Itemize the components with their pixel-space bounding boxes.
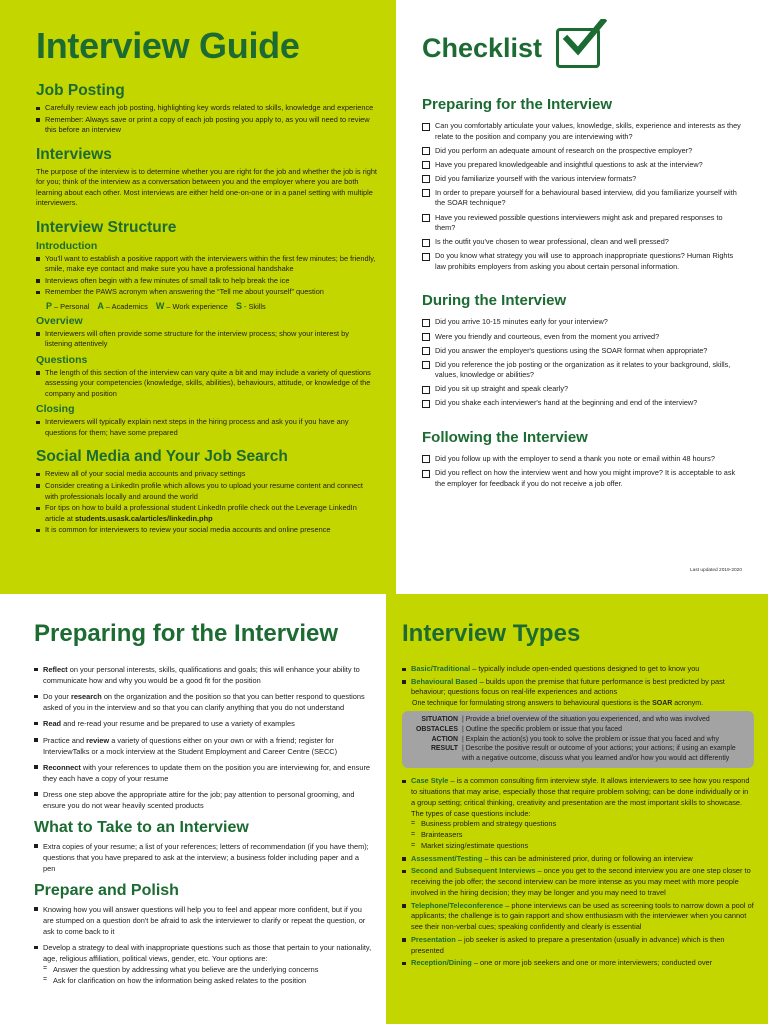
- list-item: [34, 762, 372, 784]
- type-text: – is a common consulting firm interview style. It allows interviewers to see how you respond to situations that may arise, especially those that require problem solving; can be done individually or in a group setting; critical thinking, creativity and presentation are the most important skills to showcase. The types of case questions include:: [411, 776, 750, 818]
- job-posting-heading: Job Posting: [36, 82, 125, 99]
- checklist-item[interactable]: Did you shake each interviewer's hand at the beginning and end of the interview?: [422, 398, 742, 409]
- list-item: Interviewers will typically explain next steps in the hiring process and ask you if you have any questions for them; have some prepared: [36, 417, 378, 438]
- type-text: – typically include open-ended questions designed to get to know you: [470, 664, 700, 673]
- type-label: Basic/Traditional: [411, 664, 471, 673]
- preparing-panel: [0, 594, 386, 1024]
- soar-key: ACTION: [431, 735, 458, 743]
- soar-row: [408, 735, 748, 745]
- list-item: [34, 942, 372, 986]
- checklist-title: Checklist: [422, 32, 543, 63]
- note-text: One technique for formulating strong answers to behavioural questions is the: [412, 700, 653, 708]
- overview-list: [36, 329, 378, 350]
- soar-value: | Outline the specific problem or issue that you faced: [462, 725, 622, 733]
- paws-word: – Academics: [105, 301, 148, 311]
- type-label: Telephone/Teleconference: [411, 900, 504, 910]
- guide-title: Interview Guide: [36, 25, 300, 66]
- job-posting-list: [36, 103, 378, 136]
- soar-word: SOAR: [652, 700, 673, 708]
- list-item: Carefully review each job posting, highlighting key words related to skills, knowledge and experience: [36, 103, 378, 114]
- prepare-polish-heading: Prepare and Polish: [34, 882, 179, 900]
- list-item: Remember: Always save or print a copy of each job posting you apply to, as you will need to review this before an interview: [36, 115, 378, 136]
- paws-letter: W: [155, 300, 165, 311]
- checklist-item[interactable]: Were you friendly and courteous, even from the moment you arrived?: [422, 332, 742, 343]
- preparing-title: Preparing for the Interview: [34, 620, 339, 647]
- list-item: The length of this section of the interview can vary quite a bit and may include a variety of questions assessing your competencies (knowledge, skills, abilities), behaviours, attitude, or knowledge of the company and position: [36, 368, 378, 400]
- checklist-panel: [396, 0, 768, 594]
- questions-list: [36, 368, 378, 400]
- list-item: Extra copies of your resume; a list of your references; letters of recommendation (if you have them); questions that you have prepared to ask at the interview; a business folder including paper and a pen: [34, 841, 372, 874]
- case-types-list: [411, 819, 754, 851]
- list-item: = Market sizing/estimate questions: [411, 841, 754, 852]
- checklist-preparing-list: [422, 121, 742, 272]
- soar-row: [408, 715, 748, 725]
- checklist-item[interactable]: Can you comfortably articulate your values, knowledge, skills, experience and interests as they relate to the position and company you are interviewing with?: [422, 121, 742, 142]
- list-item: Dress one step above the appropriate attire for the job; pay attention to personal grooming, and ensure you do not wear heavily scented products: [34, 789, 372, 811]
- list-item: = Answer the question by addressing what you believe are the underlying concerns: [43, 964, 372, 975]
- type-label: Case Style: [411, 776, 449, 786]
- paws-acronym: [46, 301, 378, 311]
- checklist-item[interactable]: Did you familiarize yourself with the various interview formats?: [422, 174, 742, 185]
- type-text: – job seeker is asked to prepare a presentation (usually in advance) which is then presented: [411, 934, 725, 955]
- keyword: Reconnect: [43, 762, 81, 772]
- interviews-text: The purpose of the interview is to determine whether you are right for the job and whether the job is right for you; think of the interview as a conversation between you and the employer where you are both learning about each other. Most interviews are either held one-on-one or in a panel setting with multiple interviewers.: [36, 166, 377, 208]
- list-item: [402, 866, 754, 898]
- list-item: = Brainteasers: [411, 830, 754, 841]
- linkedin-article-link[interactable]: students.usask.ca/articles/linkedin.php: [75, 513, 213, 523]
- closing-heading: Closing: [36, 403, 75, 416]
- type-label: Assessment/Testing: [411, 853, 483, 863]
- introduction-list: [36, 254, 378, 298]
- note-text: acronym.: [672, 700, 704, 708]
- item-text: on your personal interests, skills, qualifications and goals; this will enhance your ability to communicate how and why you would be a good fit for the position: [43, 665, 360, 686]
- item-text: and re-read your resume and be prepared to use a variety of examples: [61, 719, 295, 729]
- type-label: Presentation: [411, 934, 456, 944]
- options-list: [43, 964, 372, 986]
- list-item: [34, 664, 372, 686]
- checklist-item[interactable]: Do you know what strategy you will use to approach inappropriate questions? Human Rights law prohibits employers from asking you about certain personal information.: [422, 251, 742, 272]
- type-text: – once you get to the second interview you are one step closer to receiving the job offer; the second interview can be more intense as you may meet with more people involved in the hiring decision; they may be longer and you may need to travel: [411, 866, 751, 897]
- list-item: Review all of your social media accounts and privacy settings: [36, 469, 378, 480]
- checklist-during-list: [422, 317, 742, 409]
- preparing-list: [34, 664, 372, 811]
- list-item: Interviews often begin with a few minutes of small talk to help break the ice: [36, 276, 378, 287]
- keyword: Reflect: [43, 665, 68, 674]
- list-item: Knowing how you will answer questions will help you to feel and appear more confident, but if you are stumped on a question don't be afraid to ask the interviewer to clarify or repeat the question, or ask to come back to it: [34, 904, 372, 937]
- list-item: Consider creating a LinkedIn profile which allows you to upload your resume content and connect with professionals locally and around the world: [36, 481, 378, 502]
- paws-word: – Work experience: [166, 301, 228, 311]
- checklist-item[interactable]: Did you sit up straight and speak clearly?: [422, 384, 742, 395]
- type-text: – phone interviews can be used as screening tools to narrow down a pool of applicants; the challenge is to gain rapport and show enthusiasm with the interviewer when you cannot see their non-verbal cues; speaking confidently and clearly is essential: [411, 900, 754, 932]
- type-text: – one or more job seekers and one or more interviewers; conducted over: [471, 958, 713, 968]
- interview-types-panel: [386, 594, 768, 1024]
- checklist-item[interactable]: Did you perform an adequate amount of research on the prospective employer?: [422, 146, 742, 157]
- checklist-preparing-heading: Preparing for the Interview: [422, 96, 613, 113]
- structure-heading: Interview Structure: [36, 218, 177, 236]
- checklist-following-heading: Following the Interview: [422, 428, 588, 446]
- soar-key: SITUATION: [421, 716, 458, 724]
- types-list-2: [402, 776, 754, 968]
- item-text: on the organization and the position so that you can better respond to questions asked of you in the interview and so that you can clarify anything that you do not understand: [43, 692, 365, 713]
- checklist-header: [422, 28, 742, 68]
- list-item: You'll want to establish a positive rapport with the interviewers within the first few minutes; be friendly, smile, make eye contact and make sure you have a professional handshake: [36, 254, 378, 275]
- paws-word: - Skills: [243, 301, 266, 311]
- type-label: Reception/Dining: [411, 958, 472, 968]
- checkmark-box-icon: [556, 28, 600, 68]
- what-to-take-list: [34, 841, 372, 874]
- interviews-heading: Interviews: [36, 145, 112, 163]
- checklist-item[interactable]: Did you reference the job posting or the organization as it relates to your background, skills, values, knowledge or abilities?: [422, 360, 742, 381]
- soar-key: OBSTACLES: [416, 725, 458, 733]
- checklist-item[interactable]: Have you prepared knowledgeable and insightful questions to ask at the interview?: [422, 160, 742, 171]
- introduction-heading: Introduction: [36, 239, 98, 252]
- list-item: [402, 901, 754, 933]
- types-title: Interview Types: [402, 620, 581, 647]
- list-item: [402, 664, 754, 675]
- closing-list: [36, 417, 378, 438]
- list-item: [34, 691, 372, 713]
- list-item: [34, 718, 372, 729]
- soar-row: [408, 744, 748, 763]
- list-item: [402, 935, 754, 956]
- list-item: [402, 677, 754, 698]
- list-item: Remember the PAWS acronym when answering the “Tell me about yourself” question: [36, 287, 378, 298]
- list-item: Interviewers will often provide some structure for the interview process; show your interest by listening attentively: [36, 329, 378, 350]
- list-item: [36, 503, 378, 524]
- soar-box: [402, 711, 754, 768]
- keyword: research: [70, 692, 102, 702]
- type-text: – this can be administered prior, during or following an interview: [482, 853, 693, 863]
- type-text: – builds upon the premise that future performance is best predicted by past behaviour; questions focus on real-life experiences and actions: [411, 676, 725, 697]
- type-label: Second and Subsequent Interviews: [411, 866, 536, 876]
- checklist-item[interactable]: Did you arrive 10-15 minutes early for your interview?: [422, 317, 742, 328]
- soar-row: [408, 725, 748, 735]
- item-text: Do your: [43, 692, 71, 702]
- what-to-take-heading: What to Take to an Interview: [34, 819, 249, 837]
- questions-heading: Questions: [36, 353, 88, 366]
- checklist-item[interactable]: Did you follow up with the employer to send a thank you note or email within 48 hours?: [422, 454, 742, 465]
- prepare-polish-list: [34, 904, 372, 987]
- checklist-item[interactable]: In order to prepare yourself for a behavioural based interview, did you familiarize yourself with the SOAR technique?: [422, 188, 742, 209]
- paws-letter: S: [235, 300, 242, 311]
- item-text: a variety of questions either on your own or with a friend; register for InterviewTalks or a mock interview at the Student Employment and Career Centre (SECC): [43, 735, 338, 756]
- paws-letter: P: [46, 300, 53, 311]
- keyword: review: [86, 735, 110, 745]
- paws-letter: A: [97, 300, 104, 311]
- last-updated-note: Last updated 2019-2020: [689, 568, 742, 573]
- list-item: [402, 776, 754, 851]
- interview-guide-panel: [0, 0, 396, 594]
- checklist-item[interactable]: Did you reflect on how the interview went and how you might improve? It is acceptable to ask the employer for feedback if you do not receive a job offer.: [422, 468, 742, 489]
- linkedin-tip-text: For tips on how to build a professional student LinkedIn profile check out the Leverage LinkedIn article at: [45, 503, 357, 523]
- list-item: [34, 735, 372, 757]
- list-item: = Ask for clarification on how the information being asked relates to the position: [43, 975, 372, 986]
- list-item: It is common for interviewers to review your social media accounts and online presence: [36, 525, 378, 536]
- list-item: = Business problem and strategy questions: [411, 819, 754, 830]
- overview-heading: Overview: [36, 314, 83, 327]
- social-media-heading: Social Media and Your Job Search: [36, 448, 288, 466]
- checklist-item[interactable]: Have you reviewed possible questions interviewers might ask and prepared responses to them?: [422, 213, 742, 234]
- soar-value: | Explain the action(s) you took to solve the problem or issue that you faced and why: [462, 735, 719, 743]
- item-text: Practice and: [43, 735, 87, 745]
- paws-word: – Personal: [54, 301, 90, 311]
- list-item: [402, 958, 754, 969]
- type-label: Behavioural Based: [411, 676, 478, 686]
- soar-note: [412, 700, 754, 707]
- keyword: Read: [43, 719, 62, 729]
- soar-key: RESULT: [430, 745, 458, 753]
- checklist-item[interactable]: Did you answer the employer's questions using the SOAR format when appropriate?: [422, 346, 742, 357]
- social-media-list: [36, 469, 378, 535]
- list-item: [402, 854, 754, 865]
- soar-value: | Provide a brief overview of the situation you experienced, and who was involved: [462, 716, 710, 724]
- item-text: Develop a strategy to deal with inappropriate questions such as those that pertain to your nationality, age, religious affiliation, political views, gender, etc. Your options are:: [43, 943, 372, 964]
- checklist-during-heading: During the Interview: [422, 292, 567, 310]
- checklist-item[interactable]: Is the outfit you've chosen to wear professional, clean and well pressed?: [422, 237, 742, 248]
- item-text: with your references to update them on the position you are interviewing for, and ensure they each have a copy of your resume: [43, 762, 371, 783]
- checklist-following-list: [422, 454, 742, 489]
- soar-value: | Describe the positive result or outcome of your actions; your actions; if using an example with a negative outcome, discuss what you learned and/or how you would act differently: [462, 745, 736, 762]
- types-list: [402, 664, 754, 698]
